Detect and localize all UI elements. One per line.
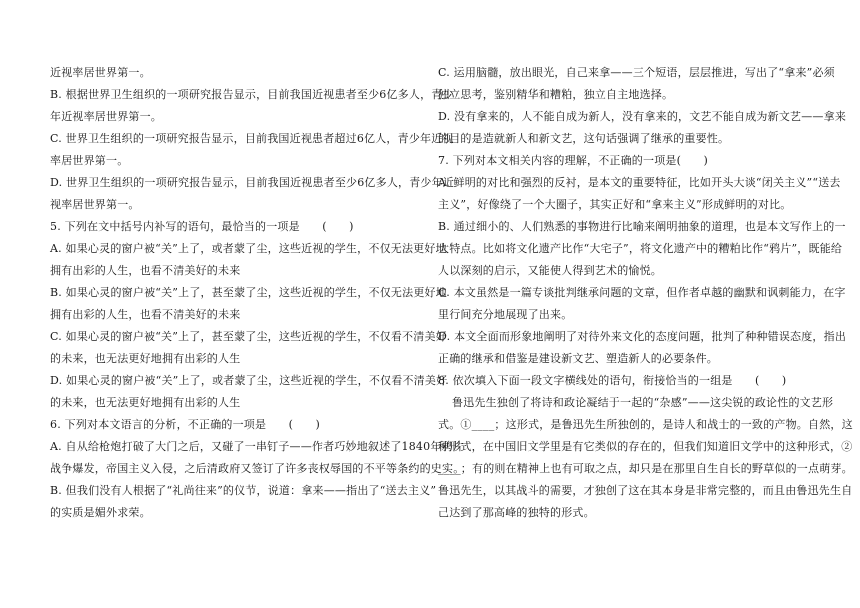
option-a: A. 鲜明的对比和强烈的反衬，是本文的重要特征，比如开头大谈“闭关主义”“送去 xyxy=(438,176,841,189)
passage-line: 己达到了那高峰的独特的形式。 xyxy=(438,506,595,519)
text-line: 正确的继承和借鉴是建设新文艺、塑造新人的必要条件。 xyxy=(438,352,718,365)
question-8: 8. 依次填入下面一段文字横线处的语句，衔接恰当的一组是 ( ) xyxy=(438,374,787,387)
option-c: C. 世界卫生组织的一项研究报告显示，目前我国近视患者超过6亿人，青少年近视 xyxy=(50,132,454,145)
option-c: C. 如果心灵的窗户被“关”上了，甚至蒙了尘，这些近视的学生，不仅看不清美好 xyxy=(50,330,447,343)
text-line: 里行间充分地展现了出来。 xyxy=(438,308,573,321)
option-d: D. 世界卫生组织的一项研究报告显示，目前我国近视患者至少6亿多人，青少年近 xyxy=(50,176,455,189)
text-line: 的未来，也无法更好地拥有出彩的人生 xyxy=(50,352,241,365)
option-a: A. 自从给枪炮打破了大门之后，又碰了一串钉子——作者巧妙地叙述了1840年鸦片 xyxy=(50,440,464,453)
option-b: B. 如果心灵的窗户被“关”上了，甚至蒙了尘，这些近视的学生，不仅无法更好地 xyxy=(50,286,447,299)
question-7: 7. 下列对本文相关内容的理解，不正确的一项是( ) xyxy=(438,154,708,167)
text-line: 主义”，好像绕了一个大圈子，其实正好和“拿来主义”形成鲜明的对比。 xyxy=(438,198,792,211)
option-b: B. 但我们没有人根据了“礼尚往来”的仪节，说道：拿来——指出了“送去主义” xyxy=(50,484,437,497)
text-line: 人以深刻的启示，又能使人得到艺术的愉悦。 xyxy=(438,264,662,277)
text-line: 率居世界第一。 xyxy=(50,154,129,167)
passage-line: 鲁迅先生独创了将诗和政论凝结于一起的“杂感”——这尖锐的政论性的文艺形 xyxy=(452,396,834,409)
option-d: D. 如果心灵的窗户被“关”上了，或者蒙了尘，这些近视的学生，不仅看不清美好 xyxy=(50,374,448,387)
passage-line: 鲁迅先生，以其战斗的需要，才独创了这在其本身是非常完整的，而且由鲁迅先生自 xyxy=(438,484,853,497)
text-line: 的未来，也无法更好地拥有出彩的人生 xyxy=(50,396,241,409)
option-c: C. 本文虽然是一篇专谈批判继承问题的文章，但作者卓越的幽默和讽刺能力，在字 xyxy=(438,286,846,299)
passage-line: ____；有的则在精神上也有可取之点，却只是在那里自生自长的野草似的一点萌芽。 xyxy=(438,462,853,475)
text-line: 近视率居世界第一。 xyxy=(50,66,151,79)
text-line: 战争爆发，帝国主义入侵，之后清政府又签订了许多丧权辱国的不平等条约的史实。 xyxy=(50,462,465,475)
text-line: 拥有出彩的人生，也看不清美好的未来 xyxy=(50,308,241,321)
option-d: D. 没有拿来的，人不能自成为新人，没有拿来的，文艺不能自成为新文艺——拿来 xyxy=(438,110,847,123)
option-c: C. 运用脑髓，放出眼光，自己来拿——三个短语，层层推进，写出了“拿来”必须 xyxy=(438,66,835,79)
left-column xyxy=(50,62,465,524)
text-line: 独立思考，鉴别精华和糟粕，独立自主地选择。 xyxy=(438,88,674,101)
text-line: 的目的是造就新人和新文艺，这句话强调了继承的重要性。 xyxy=(438,132,730,145)
text-line: 视率居世界第一。 xyxy=(50,198,140,211)
option-b: B. 根据世界卫生组织的一项研究报告显示，目前我国近视患者至少6亿多人，青少 xyxy=(50,88,454,101)
text-line: 的实质是媚外求荣。 xyxy=(50,506,151,519)
text-line: 拥有出彩的人生，也看不清美好的未来 xyxy=(50,264,241,277)
question-5: 5. 下列在文中括号内补写的语句，最恰当的一项是 ( ) xyxy=(50,220,354,233)
option-a: A. 如果心灵的窗户被“关”上了，或者蒙了尘，这些近视的学生，不仅无法更好地 xyxy=(50,242,447,255)
question-6: 6. 下列对本文语言的分析，不正确的一项是 ( ) xyxy=(50,418,320,431)
option-d: D. 本文全面而形象地阐明了对待外来文化的态度问题，批判了种种错误态度，指出 xyxy=(438,330,847,343)
right-column xyxy=(438,62,853,524)
text-line: 年近视率居世界第一。 xyxy=(50,110,162,123)
passage-line: 种形式，在中国旧文学里是有它类似的存在的，但我们知道旧文学中的这种形式，② xyxy=(438,440,853,453)
passage-line: 式。①____；这形式，是鲁迅先生所独创的，是诗人和战士的一致的产物。自然，这 xyxy=(438,418,853,431)
option-b: B. 通过细小的、人们熟悉的事物进行比喻来阐明抽象的道理，也是本文写作上的一 xyxy=(438,220,846,233)
text-line: 大特点。比如将文化遗产比作“大宅子”，将文化遗产中的糟粕比作“鸦片”，既能给 xyxy=(438,242,843,255)
